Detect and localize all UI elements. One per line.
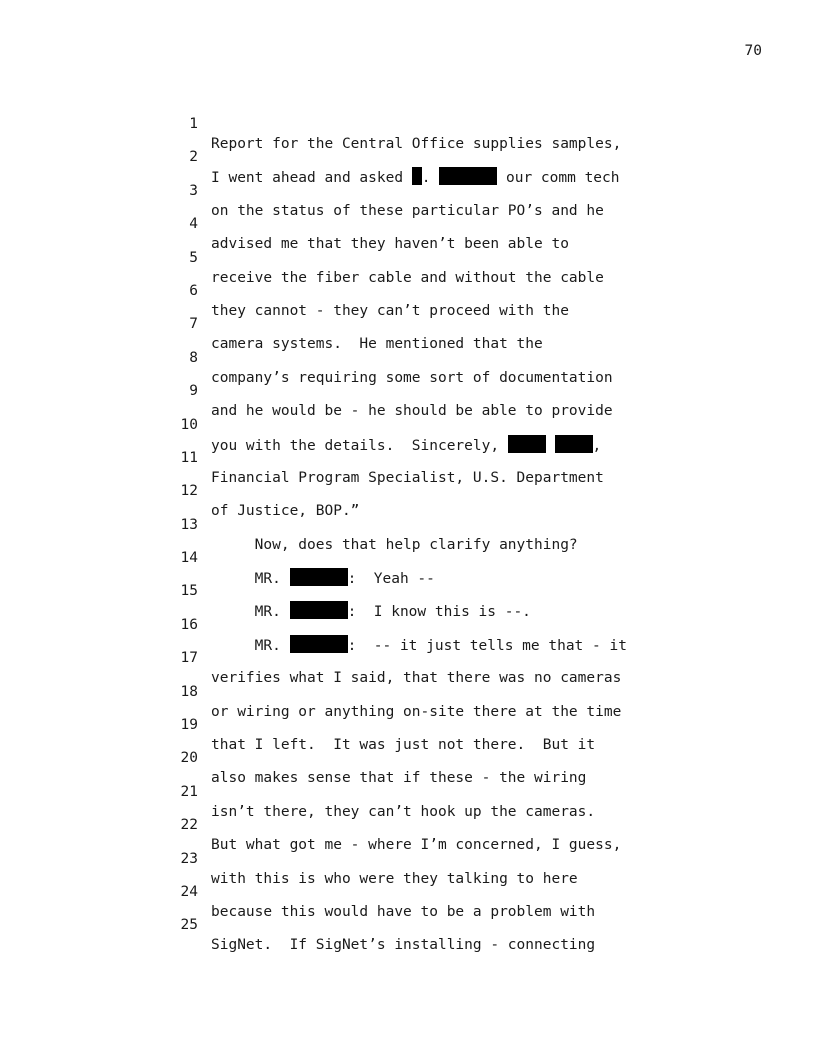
line-text-segment: I went ahead and asked (211, 170, 412, 187)
line-number: 23 (180, 850, 198, 867)
transcript-line (0, 428, 816, 486)
line-number: 4 (189, 216, 198, 233)
line-text-segment: : -- it just tells me that - it (347, 637, 627, 654)
transcript-line (0, 528, 816, 588)
transcript-line (0, 194, 816, 253)
transcript-line (0, 628, 816, 687)
transcript-line (0, 495, 816, 553)
line-text-segment: MR. (211, 571, 290, 588)
line-number: 9 (189, 383, 198, 400)
line-text-segment: you with the details. Sincerely, (211, 437, 508, 454)
line-text: Now, does that help clarify anything? (211, 536, 578, 553)
line-number: 12 (180, 483, 198, 500)
line-text-segment: our comm tech (497, 170, 620, 187)
transcript-line (0, 161, 816, 219)
line-number: 16 (180, 616, 198, 633)
line-number: 2 (189, 149, 198, 166)
line-text: camera systems. He mentioned that the (211, 336, 543, 353)
line-text: company’s requiring some sort of documentation (211, 369, 613, 386)
line-text-segment: MR. (211, 604, 290, 621)
line-text: advised me that they haven’t been able to (211, 236, 569, 253)
transcript-line (0, 94, 816, 152)
line-number: 24 (180, 883, 198, 900)
transcript-line (0, 862, 816, 920)
line-text: with this is who were they talking to here (211, 870, 578, 887)
line-number: 14 (180, 550, 198, 567)
page-number: 70 (744, 43, 762, 59)
line-number: 3 (189, 182, 198, 199)
transcript-line (0, 695, 816, 754)
line-text: also makes sense that if these - the wiring (211, 770, 587, 787)
line-number: 11 (180, 449, 198, 466)
transcript-line (0, 728, 816, 787)
transcript-line (0, 829, 816, 887)
transcript-line (0, 762, 816, 820)
transcript-line (0, 395, 816, 454)
line-text: SigNet. If SigNet’s installing - connecting (211, 937, 596, 954)
line-text: But what got me - where I’m concerned, I guess, (211, 837, 622, 854)
line-number: 1 (189, 116, 198, 132)
line-number: 20 (180, 750, 198, 767)
transcript-line (0, 294, 816, 353)
line-text: that I left. It was just not there. But it (211, 737, 596, 754)
line-text-segment: , (592, 437, 602, 454)
line-number: 10 (180, 416, 198, 433)
line-text: receive the fiber cable and without the cable (211, 269, 604, 286)
transcript-body (0, 94, 816, 954)
line-number: 13 (180, 516, 198, 533)
line-text: because this would have to be a problem with (211, 903, 596, 920)
line-text: they cannot - they can’t proceed with the (211, 302, 569, 319)
line-number: 18 (180, 683, 198, 700)
transcript-line (0, 261, 816, 319)
line-number: 8 (189, 349, 198, 366)
line-number: 25 (180, 917, 198, 934)
transcript-line (0, 595, 816, 654)
line-text: on the status of these particular PO’s and he (211, 202, 604, 219)
line-text: isn’t there, they can’t hook up the cameras. (211, 803, 596, 820)
transcript-line (0, 561, 816, 621)
line-number: 15 (180, 583, 198, 600)
line-number: 6 (189, 282, 198, 299)
line-number: 19 (180, 717, 198, 734)
line-text: Report for the Central Office supplies samples, (211, 136, 622, 152)
transcript-line (0, 461, 816, 520)
transcript-line (0, 127, 816, 187)
transcript-line (0, 662, 816, 720)
transcript-line (0, 795, 816, 854)
line-text: of Justice, BOP.” (211, 503, 360, 520)
line-text: or wiring or anything on-site there at the time (211, 703, 622, 720)
transcript-line (0, 228, 816, 286)
line-number: 5 (189, 249, 198, 266)
line-text: and he would be - he should be able to provide (211, 403, 613, 420)
transcript-line (0, 361, 816, 420)
transcript-line (0, 895, 816, 954)
line-number: 22 (180, 817, 198, 834)
line-text-segment: : Yeah -- (347, 571, 435, 588)
line-text-segment: . (421, 170, 440, 187)
transcript-line (0, 328, 816, 386)
line-text-segment: : I know this is --. (347, 604, 531, 621)
line-number: 7 (189, 316, 198, 333)
line-number: 17 (180, 650, 198, 667)
line-text: Financial Program Specialist, U.S. Department (211, 469, 604, 486)
line-text-segment: MR. (211, 637, 290, 654)
line-text: verifies what I said, that there was no cameras (211, 670, 622, 687)
line-number: 21 (180, 783, 198, 800)
